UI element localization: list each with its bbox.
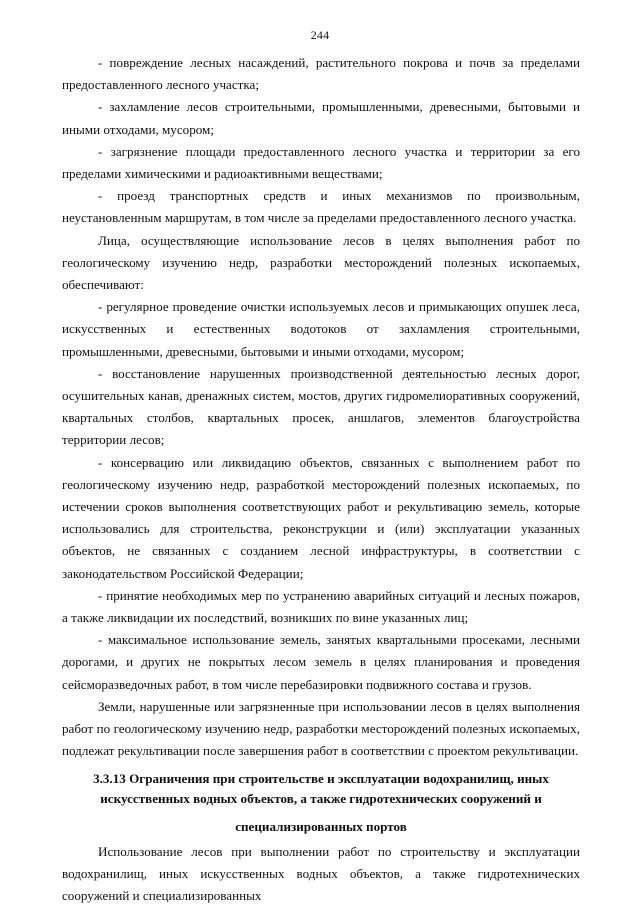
page-number: 244 xyxy=(0,28,640,43)
section-heading-line-2: искусственных водных объектов, а также гидротехнических сооружений и xyxy=(62,789,580,809)
paragraph-11: Земли, нарушенные или загрязненные при использовании лесов в целях выполнения работ по геологическому изучению недр, разработки месторождений полезных ископаемых, подлежат рекультивации после завершения работ в соответствии с проектом рекультивации. xyxy=(62,696,580,763)
paragraph-9: - принятие необходимых мер по устранению аварийных ситуаций и лесных пожаров, а также ликвидации их последствий, возникших по вине указанных лиц; xyxy=(62,585,580,629)
paragraph-4: - проезд транспортных средств и иных механизмов по произвольным, неустановленным маршрутам, в том числе за пределами предоставленного лесного участка. xyxy=(62,185,580,229)
paragraph-8: - консервацию или ликвидацию объектов, связанных с выполнением работ по геологическому изучению недр, разработкой месторождений полезных ископаемых, по истечении сроков выполнения соответствующих работ и рекультивацию земель, которые использовались для строительства, реконструкции и (или) эксплуатации указанных объектов, не связанных с созданием лесной инфраструктуры, в соответствии с законодательством Российской Федерации; xyxy=(62,452,580,585)
section-heading-line-3: специализированных портов xyxy=(62,817,580,837)
paragraph-6: - регулярное проведение очистки используемых лесов и примыкающих опушек леса, искусственных и естественных водотоков от захламления строительными, промышленными, древесными, бытовыми и иными отходами, мусором; xyxy=(62,296,580,363)
paragraph-2: - захламление лесов строительными, промышленными, древесными, бытовыми и иными отходами, мусором; xyxy=(62,96,580,140)
paragraph-5: Лица, осуществляющие использование лесов в целях выполнения работ по геологическому изучению недр, разработки месторождений полезных ископаемых, обеспечивают: xyxy=(62,230,580,297)
paragraph-3: - загрязнение площади предоставленного лесного участка и территории за его пределами химическими и радиоактивными веществами; xyxy=(62,141,580,185)
page-content xyxy=(62,52,580,907)
section-heading xyxy=(62,769,580,837)
section-heading-line-1: 3.3.13 Ограничения при строительстве и эксплуатации водохранилищ, иных xyxy=(62,769,580,789)
paragraph-12: Использование лесов при выполнении работ по строительству и эксплуатации водохранилищ, иных искусственных водных объектов, а также гидротехнических сооружений и специализированных xyxy=(62,841,580,907)
paragraph-10: - максимальное использование земель, занятых квартальными просеками, лесными дорогами, и других не покрытых лесом земель в целях планирования и проведения сейсморазведочных работ, в том числе перебазировки подвижного состава и грузов. xyxy=(62,629,580,696)
paragraph-7: - восстановление нарушенных производственной деятельностью лесных дорог, осушительных канав, дренажных систем, мостов, других гидромелиоративных сооружений, квартальных столбов, квартальных просек, аншлагов, элементов благоустройства территории лесов; xyxy=(62,363,580,452)
paragraph-1: - повреждение лесных насаждений, растительного покрова и почв за пределами предоставленного лесного участка; xyxy=(62,52,580,96)
